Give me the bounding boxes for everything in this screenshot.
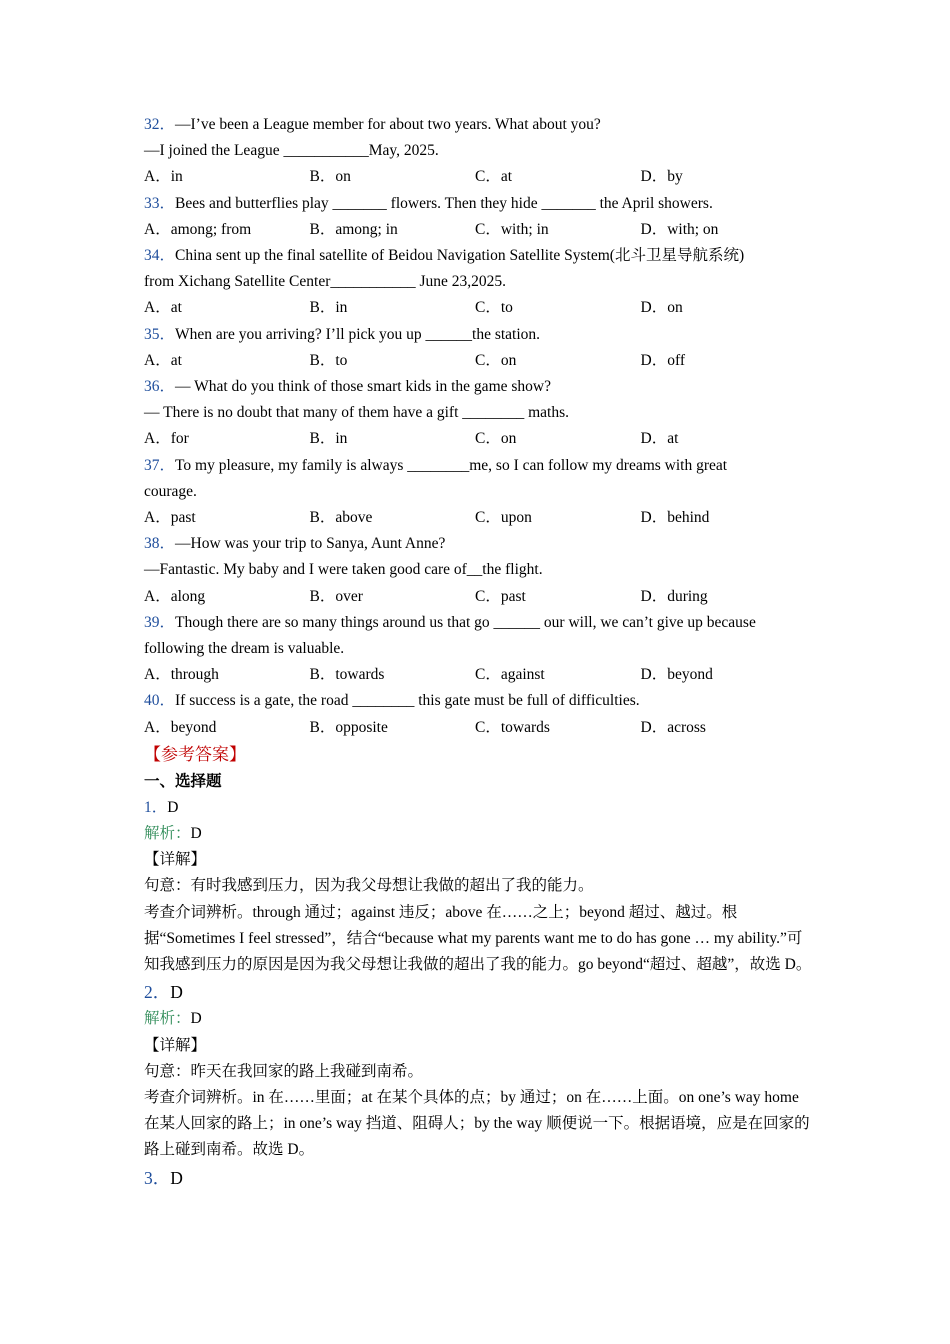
options-row [144,662,814,688]
option-b: B．above [309,509,373,527]
question-number: 35． [144,325,176,343]
question-35 [144,322,814,374]
question-text: —How was your trip to Sanya, Aunt Anne? [175,535,446,553]
option-b: B．opposite [309,718,388,736]
option-a: A．along [144,587,206,605]
question-text: Though there are so many things around us that go ______ our will, we can’t give up because [175,613,756,631]
explanation: 考查介词辨析。in 在……里面；at 在某个具体的点；by 通过；on 在……上面。on one’s way home 在某人回家的路上；in one’s way 挡道、阻碍人；by the way 顺便说一下。根据语境，应是在回家的路上碰到南希。故选 D。 [144,1088,810,1159]
options-row [144,295,814,321]
option-d: D．behind [640,509,710,527]
options-row [144,217,814,243]
option-d: D．by [640,168,683,186]
option-a: A．at [144,351,182,369]
question-32 [144,112,814,191]
options-row [144,715,814,741]
option-d: D．off [640,351,685,369]
answer-letter: D [170,1167,183,1188]
question-text: —Fantastic. My baby and I were taken good care of__the flight. [144,561,543,579]
options-row [144,164,814,190]
option-c: C．with; in [475,220,549,238]
option-c: C．at [475,168,513,186]
question-text: If success is a gate, the road ________ this gate must be full of difficulties. [175,692,640,710]
question-text: When are you arriving? I’ll pick you up ______the station. [175,325,541,343]
option-a: A．among; from [144,220,252,238]
question-number: 40． [144,692,176,710]
question-text: from Xichang Satellite Center___________ June 23,2025. [144,273,507,291]
question-number: 38． [144,535,176,553]
question-number: 34． [144,247,176,265]
question-number: 37． [144,456,176,474]
option-d: D．beyond [640,666,713,684]
options-row [144,505,814,531]
question-text: Bees and butterflies play _______ flowers. Then they hide _______ the April showers. [175,194,713,212]
answer-header: 【参考答案】 [144,744,246,764]
option-d: D．during [640,587,708,605]
option-c: C．against [475,666,545,684]
option-b: B．over [309,587,363,605]
answer-number: 1． [144,798,168,816]
question-text: courage. [144,482,197,500]
option-b: B．in [309,430,348,448]
option-a: A．through [144,666,219,684]
option-d: D．across [640,718,706,736]
option-b: B．in [309,299,348,317]
question-text: China sent up the final satellite of Beidou Navigation Satellite System(北斗卫星导航系统) [175,247,745,265]
answer-number: 2． [144,982,171,1003]
question-number: 33． [144,194,176,212]
analysis-label: 解析： [144,1010,191,1028]
sentence-meaning: 句意：昨天在我回家的路上我碰到南希。 [144,1062,424,1080]
option-c: C．upon [475,509,532,527]
option-a: A．past [144,509,196,527]
question-38 [144,531,814,610]
option-d: D．on [640,299,683,317]
analysis-value: D [190,1010,202,1028]
options-row [144,348,814,374]
option-a: A．at [144,299,182,317]
question-39 [144,610,814,689]
question-33 [144,191,814,243]
analysis-label: 解析： [144,825,191,843]
option-d: D．at [640,430,679,448]
sentence-meaning: 句意：有时我感到压力，因为我父母想让我做的超出了我的能力。 [144,877,594,895]
detail-label: 【详解】 [144,851,207,869]
question-text: — What do you think of those smart kids in the game show? [175,378,551,396]
answer-1 [144,795,814,978]
option-a: A．in [144,168,183,186]
analysis-value: D [190,825,202,843]
answer-3 [144,1164,814,1192]
document-page [144,112,814,1192]
option-a: A．beyond [144,718,217,736]
question-text: following the dream is valuable. [144,640,345,658]
question-text: —I’ve been a League member for about two years. What about you? [175,116,601,133]
answer-number: 3． [144,1167,171,1188]
question-number: 36． [144,378,176,396]
question-34 [144,243,814,322]
option-b: B．on [309,168,351,186]
option-c: C．on [475,351,517,369]
section-title: 一、选择题 [144,772,222,790]
answer-letter: D [170,982,183,1003]
question-text: — There is no doubt that many of them have a gift ________ maths. [144,404,570,422]
options-row [144,584,814,610]
detail-label: 【详解】 [144,1036,207,1054]
option-c: C．past [475,587,526,605]
option-c: C．on [475,430,517,448]
question-number: 32． [144,116,176,133]
option-c: C．towards [475,718,550,736]
question-text: To my pleasure, my family is always ________me, so I can follow my dreams with great [175,456,728,474]
explanation: 考查介词辨析。through 通过；against 违反；above 在……之上；beyond 超过、越过。根据“Sometimes I feel stressed”，结合“because what my parents want me to do has gone … my ability.”可知我感到压力的原因是因为我父母想让我做的超出了我的能力。go beyond“超过、超越”，故选 D。 [144,903,812,974]
question-number: 39． [144,613,176,631]
question-37 [144,453,814,532]
question-40 [144,688,814,740]
question-text: —I joined the League ___________May, 2025. [144,142,439,160]
option-b: B．among; in [309,220,398,238]
option-b: B．towards [309,666,385,684]
options-row [144,426,814,452]
option-c: C．to [475,299,513,317]
option-d: D．with; on [640,220,719,238]
option-b: B．to [309,351,348,369]
question-36 [144,374,814,453]
answer-2 [144,978,814,1163]
answer-letter: D [167,798,179,816]
option-a: A．for [144,430,189,448]
